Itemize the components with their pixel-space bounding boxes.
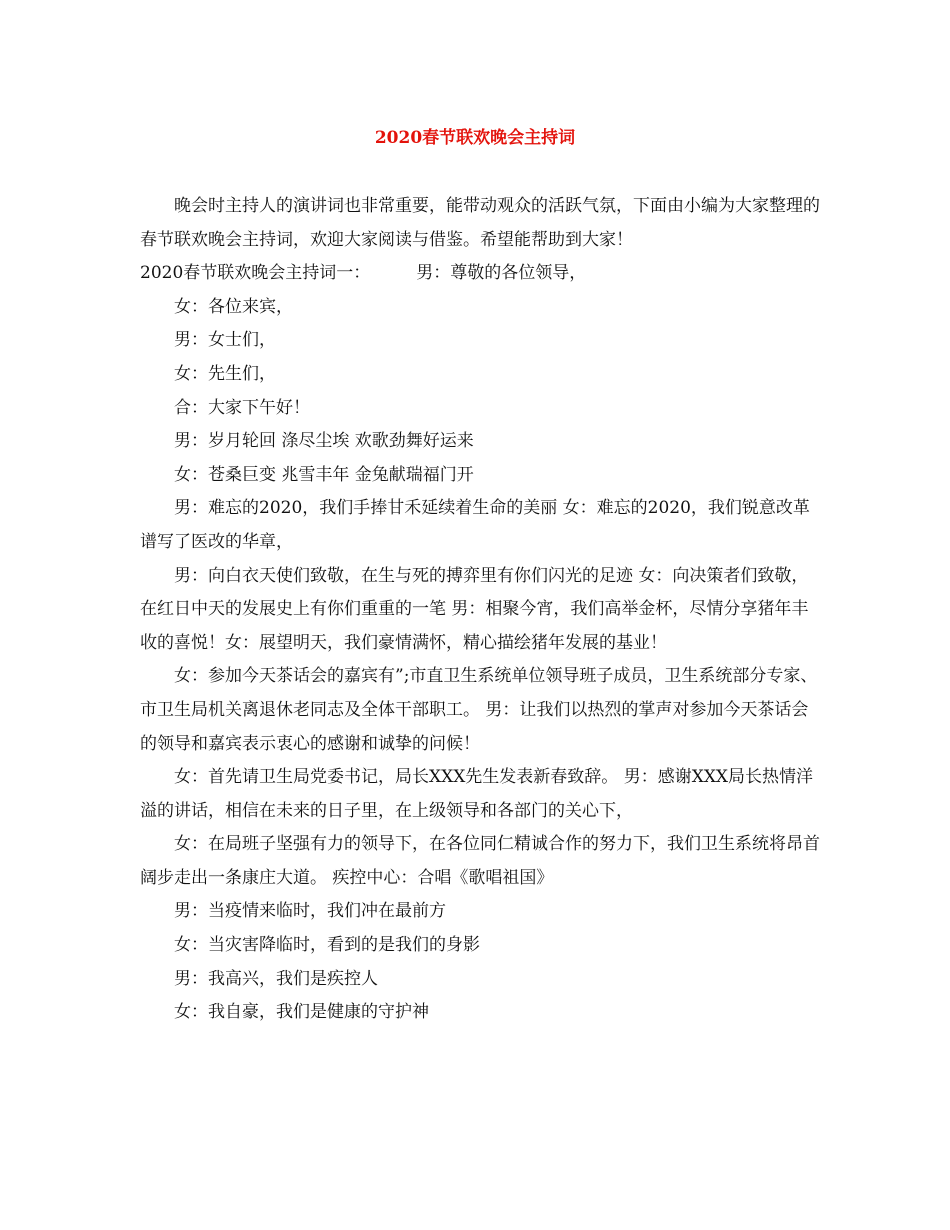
dialogue-line: 女：先生们， [174,363,276,384]
dialogue-line: 男：岁月轮回 涤尽尘埃 欢歌劲舞好运来 [174,431,474,452]
dialogue-line: 合：大家下午好！ [174,397,310,418]
document-title: 2020春节联欢晚会主持词 [374,128,576,148]
section-first-line: 男：尊敬的各位领导， [416,263,587,284]
document-body [140,190,820,1030]
dialogue-line: 女：苍桑巨变 兆雪丰年 金兔献瑞福门开 [174,464,474,485]
dialogue-paragraph: 男：难忘的2020，我们手捧甘禾延续着生命的美丽 女：难忘的2020，我们锐意改革谱写了医改的华章， [140,498,810,552]
dialogue-paragraph: 女：参加今天茶话会的嘉宾有”;市直卫生系统单位领导班子成员，卫生系统部分专家、 市卫生局机关离退休老同志及全体干部职工。 男：让我们以热烈的掌声对参加今天茶话会的领导和嘉宾表示衷心的感谢和诚挚的问候！ [140,666,818,754]
dialogue-line: 男：女士们， [174,330,276,351]
dialogue-line: 男：我高兴，我们是疾控人 [174,968,378,989]
section-heading: 2020春节联欢晚会主持词一： [140,263,371,284]
dialogue-line: 男：当疫情来临时，我们冲在最前方 [174,901,446,922]
section-heading-line [140,257,820,291]
dialogue-line: 女：我自豪，我们是健康的守护神 [174,1002,429,1023]
dialogue-line: 女：当灾害降临时，看到的是我们的身影 [174,935,480,956]
dialogue-paragraph: 女：在局班子坚强有力的领导下，在各位同仁精诚合作的努力下，我们卫生系统将昂首阔步走出一条康庄大道。 疾控中心：合唱《歌唱祖国》 [140,834,820,888]
dialogue-paragraph: 男：向白衣天使们致敬，在生与死的搏弈里有你们闪光的足迹 女：向决策者们致敬，在红日中天的发展史上有你们重重的一笔 男：相聚今宵，我们高举金杯，尽情分享猪年丰收的喜悦！女：展望明天，我们豪情满怀，精心描绘猪年发展的基业！ [140,565,809,653]
dialogue-paragraph: 女：首先请卫生局党委书记，局长XXX先生发表新春致辞。 男：感谢XXX局长热情洋溢的讲话，相信在未来的日子里，在上级领导和各部门的关心下， [140,767,814,821]
dialogue-line: 女：各位来宾， [174,296,293,317]
intro-paragraph: 晚会时主持人的演讲词也非常重要，能带动观众的活跃气氛，下面由小编为大家整理的春节联欢晚会主持词，欢迎大家阅读与借鉴。希望能帮助到大家！ [140,196,820,250]
